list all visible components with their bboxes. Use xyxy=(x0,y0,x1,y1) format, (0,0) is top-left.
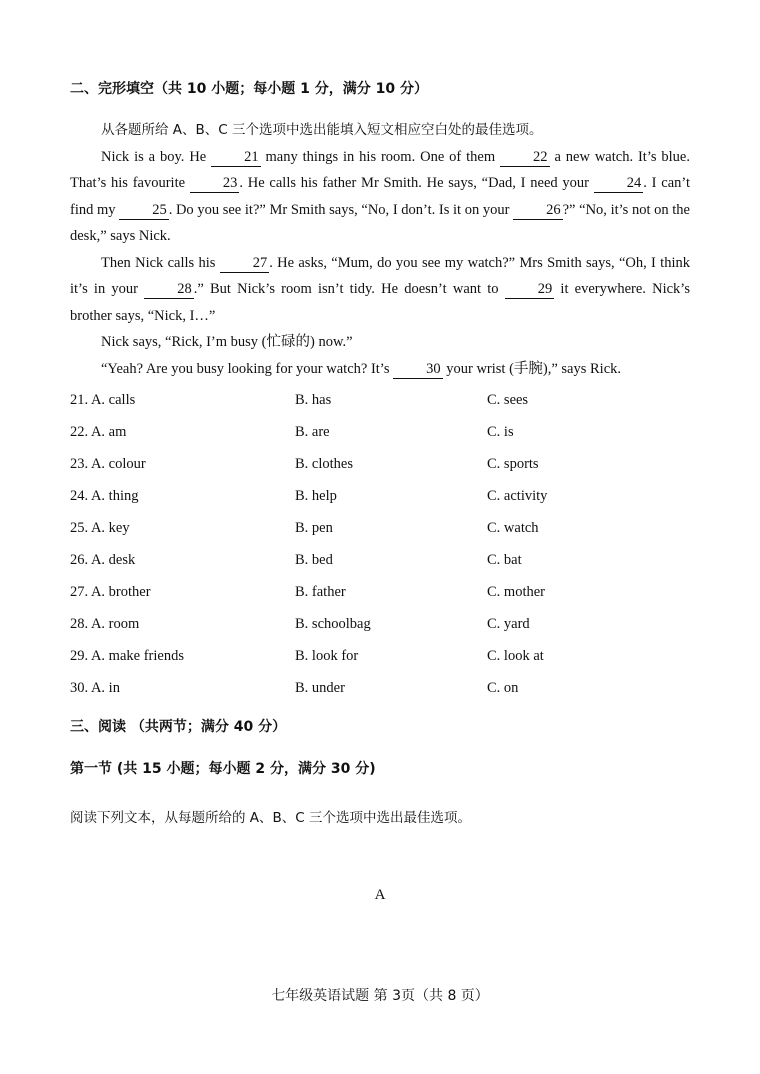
option-a: 25. A. key xyxy=(70,520,130,536)
option-c: C. activity xyxy=(487,488,548,504)
option-c: C. mother xyxy=(487,584,545,600)
option-c: C. bat xyxy=(487,552,522,568)
option-row xyxy=(70,388,690,420)
option-row xyxy=(70,612,690,644)
option-a: 23. A. colour xyxy=(70,456,146,472)
option-b: B. bed xyxy=(295,552,333,568)
blank-28: 28 xyxy=(144,281,194,299)
blank-23: 23 xyxy=(190,175,240,193)
option-b: B. has xyxy=(295,392,332,408)
page-footer: 七年级英语试题 第 3页（共 8 页） xyxy=(271,988,489,1004)
option-a: 29. A. make friends xyxy=(70,648,184,664)
option-a: 21. A. calls xyxy=(70,392,136,408)
blank-30: 30 xyxy=(393,361,443,379)
blank-27: 27 xyxy=(220,255,270,273)
reading-instruction: 阅读下列文本，从每题所给的 A、B、C 三个选项中选出最佳选项。 xyxy=(70,810,472,826)
blank-25: 25 xyxy=(119,202,169,220)
section-2-title: 二、完形填空（共 10 小题；每小题 1 分，满分 10 分） xyxy=(70,81,428,97)
option-c: C. on xyxy=(487,680,519,696)
option-a: 28. A. room xyxy=(70,616,140,632)
blank-21: 21 xyxy=(211,149,261,167)
passage-paragraph-4: “Yeah? Are you busy looking for your watch? It’s 30 your wrist (手腕),” says Rick. xyxy=(101,360,622,377)
option-a: 22. A. am xyxy=(70,424,127,440)
option-b: B. help xyxy=(295,488,337,504)
passage-paragraph-1: Nick is a boy. He 21 many things in his room. One of them 22 a new watch. It’s blue. That’s his favourite 23 . He calls his father Mr Smith. He says, “Dad, I need your 24 . I can’t find my 25 . Do you see it?” Mr Smith says, “No, I don’t. Is it on your 26 ?” “No, it’s not on the desk,” says Nick. xyxy=(70,148,690,244)
cloze-passage xyxy=(70,117,690,382)
option-c: C. look at xyxy=(487,648,544,664)
blank-26: 26 xyxy=(513,202,563,220)
option-b: B. clothes xyxy=(295,456,353,472)
option-row xyxy=(70,580,690,612)
option-b: B. pen xyxy=(295,520,333,536)
option-c: C. watch xyxy=(487,520,539,536)
blank-24: 24 xyxy=(594,175,644,193)
cloze-instruction: 从各题所给 A、B、C 三个选项中选出能填入短文相应空白处的最佳选项。 xyxy=(101,122,543,138)
option-row xyxy=(70,420,690,452)
option-a: 26. A. desk xyxy=(70,552,136,568)
option-b: B. schoolbag xyxy=(295,616,371,632)
blank-29: 29 xyxy=(505,281,555,299)
passage-paragraph-2: Then Nick calls his 27 . He asks, “Mum, do you see my watch?” Mrs Smith says, “Oh, I think it’s in your 28 .” But Nick’s room isn’t tidy. He doesn’t want to 29 it everywhere. Nick’s brother says, “Nick, I…” xyxy=(70,254,690,324)
option-c: C. yard xyxy=(487,616,530,632)
option-b: B. are xyxy=(295,424,330,440)
passage-letter: A xyxy=(374,887,386,903)
section-3-part-1-title: 第一节 (共 15 小题；每小题 2 分，满分 30 分) xyxy=(70,761,376,777)
option-row xyxy=(70,548,690,580)
option-a: 27. A. brother xyxy=(70,584,151,600)
section-3-title: 三、阅读 （共两节；满分 40 分） xyxy=(70,719,287,735)
blank-22: 22 xyxy=(500,149,550,167)
option-c: C. sees xyxy=(487,392,529,408)
option-b: B. father xyxy=(295,584,346,600)
option-row xyxy=(70,516,690,548)
option-b: B. look for xyxy=(295,648,359,664)
option-c: C. is xyxy=(487,424,514,440)
option-b: B. under xyxy=(295,680,345,696)
option-row xyxy=(70,676,690,708)
answer-options xyxy=(70,388,690,708)
option-a: 30. A. in xyxy=(70,680,120,696)
option-row xyxy=(70,644,690,676)
option-a: 24. A. thing xyxy=(70,488,139,504)
option-c: C. sports xyxy=(487,456,539,472)
option-row xyxy=(70,452,690,484)
passage-paragraph-3: Nick says, “Rick, I’m busy (忙碌的) now.” xyxy=(101,334,353,350)
option-row xyxy=(70,484,690,516)
